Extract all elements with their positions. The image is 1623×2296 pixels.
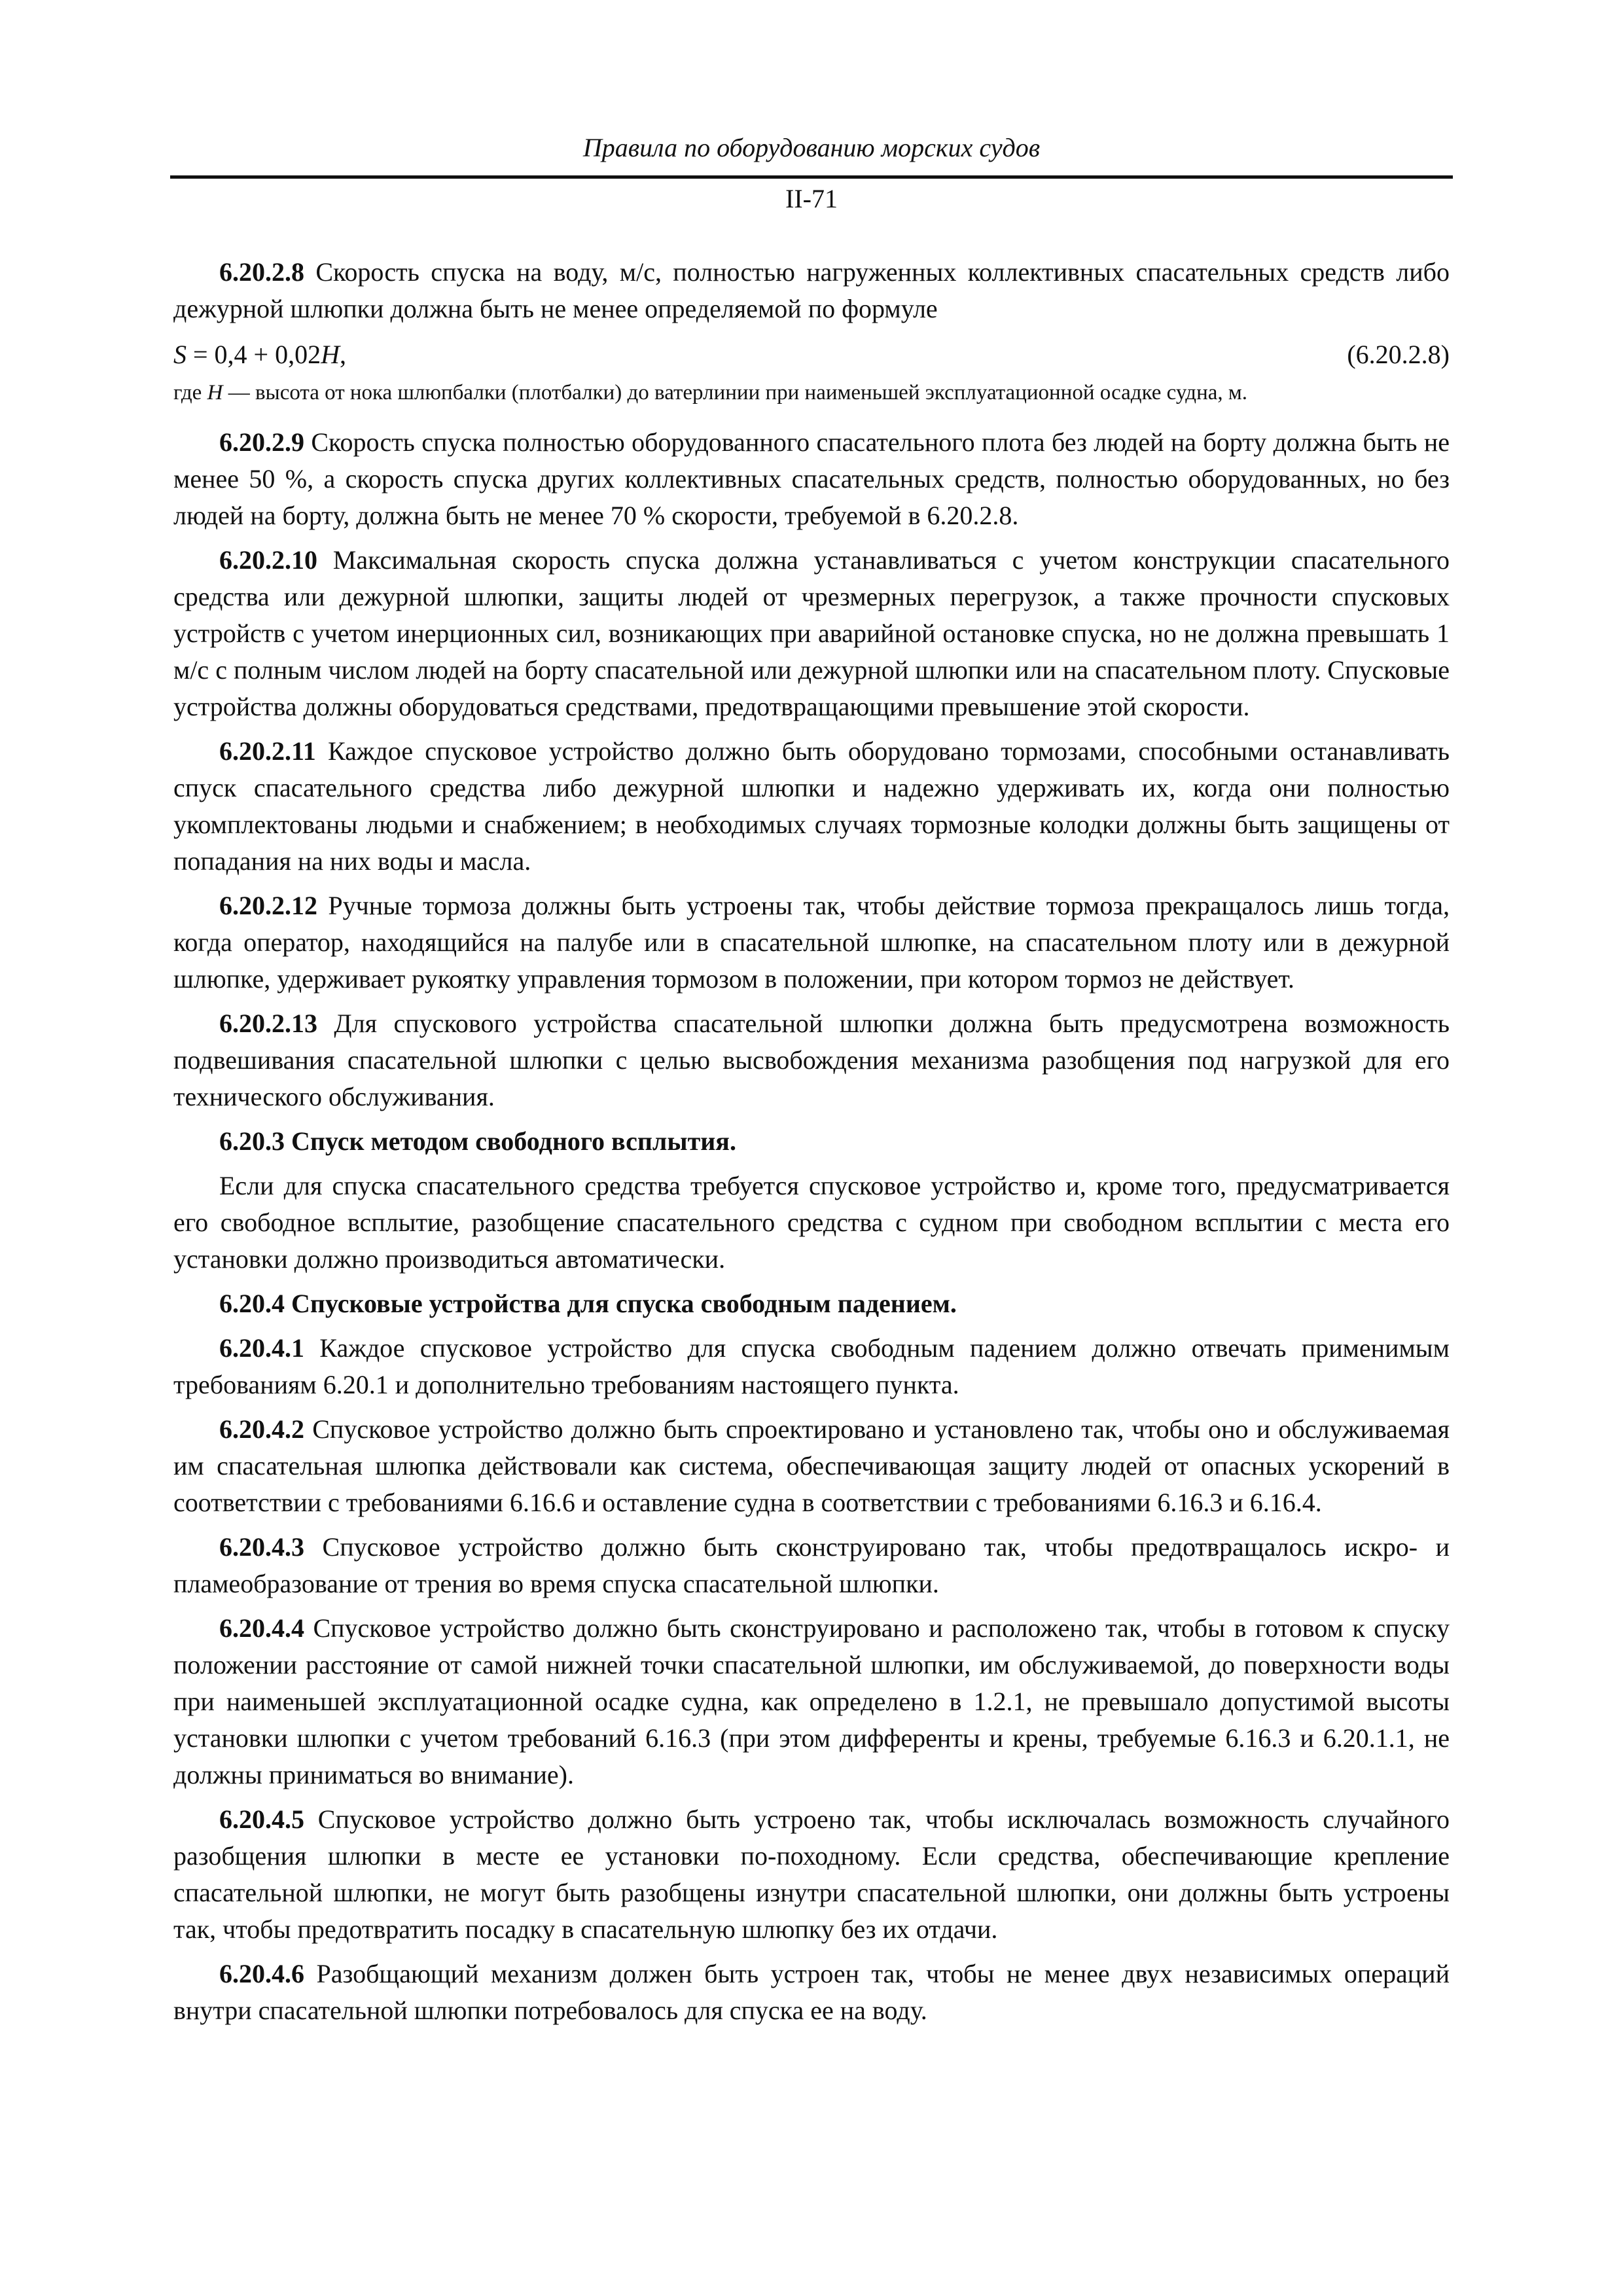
- clause-number: 6.20.2.11: [219, 736, 316, 766]
- clause-text: Каждое спусковое устройство должно быть оборудовано тормозами, способными останавливать спуск спасательного средства либо дежурной шлюпки и надежно удерживать их, когда они полностью укомплектованы людьми и снабжением; в необходимых случаях тормозные колодки должны быть защищены от попадания на них воды и масла.: [173, 736, 1450, 876]
- clause-text: Каждое спусковое устройство для спуска свободным падением должно отвечать применимым требованиям 6.20.1 и дополнительно требованиям настоящего пункта.: [173, 1333, 1450, 1399]
- clause-text: Спусковое устройство должно быть устроено так, чтобы исключалась возможность случайного разобщения шлюпки в месте ее установки по-походному. Если средства, обеспечивающие крепление спасательной шлюпки, не могут быть разобщены изнутри спасательной шлюпки, они должны быть устроены так, чтобы предотвратить посадку в спасательную шлюпку без их отдачи.: [173, 1804, 1450, 1944]
- paragraph-6-20-4-6: [173, 1956, 1450, 2029]
- formula-reference: (6.20.2.8): [1347, 340, 1450, 369]
- header-rule: [170, 175, 1453, 179]
- document-body: [173, 254, 1450, 2029]
- clause-number: 6.20.2.8: [219, 257, 304, 287]
- note-lead: где: [173, 381, 207, 404]
- paragraph-6-20-4-4: [173, 1610, 1450, 1793]
- clause-text: Скорость спуска полностью оборудованного спасательного плота без людей на борту должна быть не менее 50 %, а скорость спуска других коллективных спасательных средств, полностью оборудованных, но без людей на борту, должна быть не менее 70 % скорости, требуемой в 6.20.2.8.: [173, 427, 1450, 530]
- note-var: H: [207, 381, 223, 404]
- section-heading-6-20-4: 6.20.4 Спусковые устройства для спуска свободным падением.: [219, 1289, 957, 1318]
- note-text: — высота от нока шлюпбалки (плотбалки) до ватерлинии при наименьшей эксплуатационной осадке судна, м.: [223, 381, 1248, 404]
- formula-expression: [173, 336, 346, 373]
- formula-note: [173, 377, 1450, 408]
- section-heading-6-20-3: 6.20.3 Спуск методом свободного всплытия.: [219, 1126, 736, 1156]
- clause-text: Разобщающий механизм должен быть устроен так, чтобы не менее двух независимых операций внутри спасательной шлюпки потребовалось для спуска ее на воду.: [173, 1959, 1450, 2025]
- clause-text: Скорость спуска на воду, м/с, полностью нагруженных коллективных спасательных средств либо дежурной шлюпки должна быть не менее определяемой по формуле: [173, 257, 1450, 323]
- paragraph-6-20-2-12: [173, 888, 1450, 997]
- paragraph-6-20-2-13: [173, 1005, 1450, 1115]
- paragraph-6-20-4-2: [173, 1411, 1450, 1521]
- formula-var-h: H: [321, 340, 340, 369]
- clause-text: Спусковое устройство должно быть спроектировано и установлено так, чтобы оно и обслуживаемая им спасательная шлюпка действовали как система, обеспечивающая защиту людей от опасных ускорений в соответствии с требованиями 6.16.6 и оставление судна в соответствии с требованиями 6.16.3 и 6.16.4.: [173, 1414, 1450, 1517]
- clause-number: 6.20.4.5: [219, 1804, 304, 1834]
- paragraph-6-20-4-1: [173, 1330, 1450, 1403]
- clause-number: 6.20.4.6: [219, 1959, 304, 1988]
- formula-6-20-2-8: [173, 336, 1450, 373]
- clause-number: 6.20.4.1: [219, 1333, 304, 1363]
- clause-number: 6.20.2.9: [219, 427, 304, 457]
- clause-text: Для спускового устройства спасательной шлюпки должна быть предусмотрена возможность подвешивания спасательной шлюпки с целью высвобождения механизма разобщения под нагрузкой для его технического обслуживания.: [173, 1009, 1450, 1111]
- paragraph-6-20-2-10: [173, 542, 1450, 725]
- clause-text: Спусковое устройство должно быть сконструировано так, чтобы предотвращалось искро- и пламеобразование от трения во время спуска спасательной шлюпки.: [173, 1532, 1450, 1598]
- formula-var-s: S: [173, 340, 187, 369]
- clause-number: 6.20.4.2: [219, 1414, 304, 1444]
- formula-tail: ,: [340, 340, 347, 369]
- paragraph-6-20-4-3: [173, 1529, 1450, 1602]
- clause-number: 6.20.4.4: [219, 1613, 304, 1643]
- paragraph-6-20-2-8: [173, 254, 1450, 327]
- paragraph-6-20-2-11: [173, 733, 1450, 880]
- clause-number: 6.20.2.10: [219, 545, 317, 575]
- clause-number: 6.20.4.3: [219, 1532, 304, 1562]
- clause-number: 6.20.2.13: [219, 1009, 317, 1038]
- formula-body: = 0,4 + 0,02: [187, 340, 321, 369]
- paragraph-6-20-2-9: [173, 424, 1450, 534]
- clause-text: Ручные тормоза должны быть устроены так, чтобы действие тормоза прекращалось лишь тогда, когда оператор, находящийся на палубе или в спасательной шлюпке, на спасательном плоту или в дежурной шлюпке, удерживает рукоятку управления тормозом в положении, при котором тормоз не действует.: [173, 891, 1450, 994]
- clause-text: Максимальная скорость спуска должна устанавливаться с учетом конструкции спасательного средства или дежурной шлюпки, защиты людей от чрезмерных перегрузок, а также прочности спусковых устройств с учетом инерционных сил, возникающих при аварийной остановке спуска, но не должна превышать 1 м/с с полным числом людей на борту спасательной или дежурной шлюпки или на спасательном плоту. Спусковые устройства должны оборудоваться средствами, предотвращающими превышение этой скорости.: [173, 545, 1450, 721]
- clause-number: 6.20.2.12: [219, 891, 317, 920]
- paragraph-6-20-4-5: [173, 1801, 1450, 1948]
- running-header: Правила по оборудованию морских судов: [582, 133, 1041, 162]
- page-number: II-71: [785, 184, 838, 213]
- clause-text: Спусковое устройство должно быть сконструировано и расположено так, чтобы в готовом к спуску положении расстояние от самой нижней точки спасательной шлюпки, им обслуживаемой, до поверхности воды при наименьшей эксплуатационной осадке судна, как определено в 1.2.1, не превышало допустимой высоты установки шлюпки с учетом требований 6.16.3 (при этом дифференты и крены, требуемые 6.16.3 и 6.20.1.1, не должны приниматься во внимание).: [173, 1613, 1450, 1789]
- paragraph-6-20-3: Если для спуска спасательного средства требуется спусковое устройство и, кроме того, предусматривается его свободное всплытие, разобщение спасательного средства с судном при свободном всплытии с места его установки должно производиться автоматически.: [173, 1171, 1450, 1274]
